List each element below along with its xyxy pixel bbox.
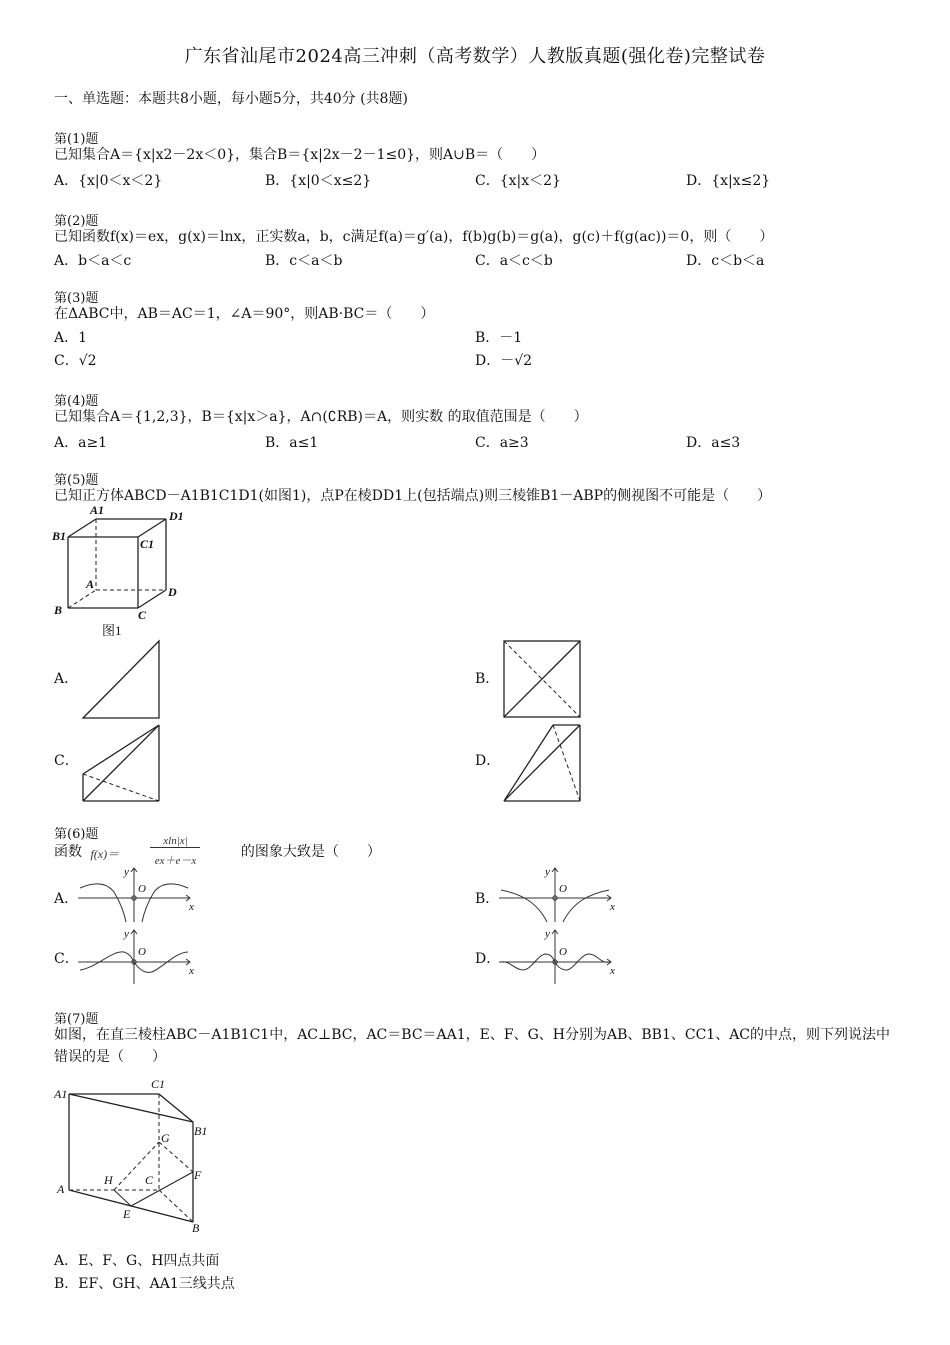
question-6-option-a[interactable]: A． [54,891,79,907]
cube-label-c: C [138,608,147,622]
q5-option-d-figure[interactable] [501,722,585,804]
question-1-header: 第(1)题 [54,132,99,147]
question-4-option-d[interactable]: D．a≤3 [686,435,741,451]
prism-label-h: H [104,1173,113,1187]
q6-option-a-graph[interactable] [76,862,200,924]
q6d-x-label: x [610,965,615,977]
prism-label-g: G [161,1131,170,1145]
question-7-option-b[interactable]: B．EF、GH、AA1三线共点 [54,1276,235,1292]
question-5-option-b[interactable]: B． [475,671,500,687]
q6-option-d-graph[interactable] [497,924,621,986]
question-2-option-a[interactable]: A．b＜a＜c [54,253,132,269]
question-1-option-b[interactable]: B．{x|0＜x≤2} [265,173,372,189]
formula-numerator: xln|x| [150,835,200,848]
prism-label-b: B [192,1221,200,1235]
question-4-text: 已知集合A＝{1,2,3}，B＝{x|x＞a}，A∩(∁RB)＝A，则实数 的取值范围是（ ） [54,409,588,425]
q5-option-c-figure[interactable] [80,722,164,804]
q6a-origin-label: O [138,883,146,895]
question-6-header: 第(6)题 [54,827,99,842]
question-4-option-c[interactable]: C．a≥3 [475,435,529,451]
question-3-option-d[interactable]: D．－√2 [475,353,533,369]
page-title: 广东省汕尾市2024高三冲刺（高考数学）人教版真题(强化卷)完整试卷 [184,46,766,67]
cube-figure [50,502,200,642]
question-6-text-after: 的图象大致是（ ） [240,844,381,860]
question-7-text: 如图，在直三棱柱ABC－A1B1C1中，AC⊥BC，AC＝BC＝AA1，E、F、G、H分别为AB、BB1、CC1、AC的中点，则下列说法中错误的是（ ） [54,1027,891,1065]
q6-option-b-graph[interactable] [497,862,621,924]
q6a-y-label: y [124,866,129,878]
cube-label-b: B [54,603,63,617]
prism-label-f: F [194,1168,202,1182]
q6b-origin-label: O [559,883,567,895]
question-1-option-c[interactable]: C．{x|x＜2} [475,173,561,189]
question-1-text: 已知集合A＝{x|x2－2x＜0}，集合B＝{x|2x－2－1≤0}，则A∪B＝（ ） [54,147,546,163]
question-2-option-d[interactable]: D．c＜b＜a [686,253,765,269]
prism-label-e: E [123,1207,131,1221]
q5-option-a-figure[interactable] [80,638,164,720]
cube-label-a1: A1 [90,503,105,517]
cube-label-c1: C1 [140,537,155,551]
question-5-option-a[interactable]: A． [54,671,79,687]
cube-label-a: A [86,577,95,591]
question-3-text: 在ΔABC中，AB＝AC＝1，∠A＝90°，则AB·BC＝（ ） [54,306,435,322]
question-4-option-b[interactable]: B．a≤1 [265,435,319,451]
question-1-option-d[interactable]: D．{x|x≤2} [686,173,771,189]
prism-label-a: A [57,1182,65,1196]
cube-label-b1: B1 [52,529,67,543]
question-5-option-c[interactable]: C． [54,753,79,769]
question-3-option-b[interactable]: B．－1 [475,330,523,346]
q6a-x-label: x [189,901,194,913]
q6c-x-label: x [189,965,194,977]
figure-caption: 图1 [102,623,122,638]
prism-label-a1: A1 [54,1087,68,1101]
q6c-y-label: y [124,928,129,940]
question-6-option-c[interactable]: C． [54,951,79,967]
cube-label-d: D [168,585,177,599]
q6b-x-label: x [610,901,615,913]
question-7-header: 第(7)题 [54,1012,99,1027]
question-3-option-c[interactable]: C．√2 [54,353,97,369]
prism-figure [48,1072,218,1237]
prism-label-b1: B1 [194,1124,208,1138]
q6b-y-label: y [545,866,550,878]
question-7-option-a[interactable]: A．E、F、G、H四点共面 [54,1253,220,1269]
cube-label-d1: D1 [169,509,184,523]
question-2-header: 第(2)题 [54,214,99,229]
q6-option-c-graph[interactable] [76,924,200,986]
question-2-option-b[interactable]: B．c＜a＜b [265,253,343,269]
question-6-text-before: 函数 [54,844,82,860]
question-4-option-a[interactable]: A．a≥1 [54,435,108,451]
question-1-option-a[interactable]: A．{x|0＜x＜2} [54,173,163,189]
section-heading: 一、单选题：本题共8小题，每小题5分，共40分 (共8题) [54,91,408,107]
question-4-header: 第(4)题 [54,394,99,409]
q6c-origin-label: O [138,946,146,958]
question-3-option-a[interactable]: A．1 [54,330,88,346]
formula-lhs: f(x)＝ [90,847,120,861]
question-6-option-d[interactable]: D． [475,951,501,967]
formula-denominator: ex＋e－x [154,855,197,867]
q5-option-b-figure[interactable] [501,638,585,720]
question-5-option-d[interactable]: D． [475,753,501,769]
question-2-text: 已知函数f(x)＝ex，g(x)＝lnx，正实数a，b，c满足f(a)＝g′(a)，f(b)g(b)＝g(a)，g(c)＋f(g(ac))＝0，则（ ） [54,229,774,245]
question-5-text: 已知正方体ABCD－A1B1C1D1(如图1)，点P在棱DD1上(包括端点)则三棱锥B1－ABP的侧视图不可能是（ ） [54,488,772,504]
q6d-origin-label: O [559,946,567,958]
prism-label-c1: C1 [151,1077,166,1091]
question-3-header: 第(3)题 [54,291,99,306]
question-2-option-c[interactable]: C．a＜c＜b [475,253,553,269]
prism-label-c: C [145,1173,154,1187]
q6d-y-label: y [545,928,550,940]
question-5-header: 第(5)题 [54,473,99,488]
question-6-option-b[interactable]: B． [475,891,500,907]
